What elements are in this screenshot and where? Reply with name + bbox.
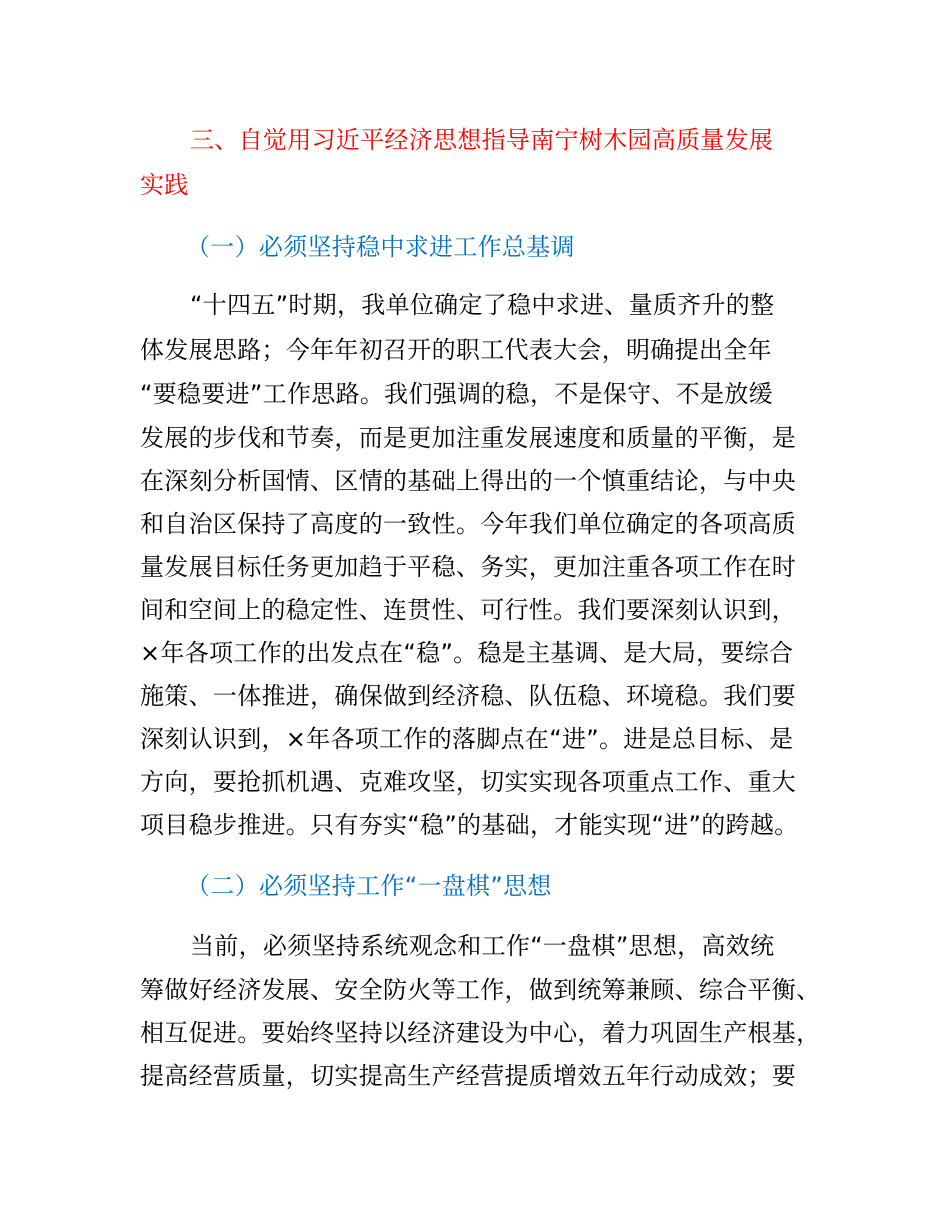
section-1-paragraph-line: 深刻认识到，×年各项工作的落脚点在“进”。进是总目标、是 xyxy=(140,725,794,753)
section-1-paragraph-line: 在深刻分析国情、区情的基础上得出的一个慎重结论，与中央 xyxy=(140,467,797,495)
section-1-paragraph-line: 发展的步伐和节奏，而是更加注重发展速度和质量的平衡，是 xyxy=(140,424,797,452)
section-2-heading: （二）必须坚持工作“一盘棋”思想 xyxy=(186,872,552,900)
section-1-paragraph-line: ×年各项工作的出发点在“稳”。稳是主基调、是大局，要综合 xyxy=(140,639,794,667)
section-1-paragraph-line: 量发展目标任务更加趋于平稳、务实，更加注重各项工作在时 xyxy=(140,553,797,581)
section-1-paragraph-line: “要稳要进”工作思路。我们强调的稳，不是保守、不是放缓 xyxy=(140,380,773,408)
section-2-paragraph-line: 相互促进。要始终坚持以经济建设为中心，着力巩固生产根基， xyxy=(140,1019,821,1047)
section-1-paragraph-line: 和自治区保持了高度的一致性。今年我们单位确定的各项高质 xyxy=(140,510,797,538)
section-1-paragraph-line: 方向，要抢抓机遇、克难攻坚，切实实现各项重点工作、重大 xyxy=(140,768,797,796)
section-1-paragraph-line: 项目稳步推进。只有夯实“稳”的基础，才能实现“进”的跨越。 xyxy=(140,811,799,839)
section-1-paragraph-line: 间和空间上的稳定性、连贯性、可行性。我们要深刻认识到， xyxy=(140,596,797,624)
main-heading-line-1: 三、自觉用习近平经济思想指导南宁树木园高质量发展 xyxy=(190,126,774,154)
section-1-paragraph-line: “十四五”时期，我单位确定了稳中求进、量质齐升的整 xyxy=(190,291,775,319)
main-heading-line-2: 实践 xyxy=(140,171,189,199)
section-1-paragraph-line: 施策、一体推进，确保做到经济稳、队伍稳、环境稳。我们要 xyxy=(140,682,797,710)
section-1-paragraph-line: 体发展思路；今年年初召开的职工代表大会，明确提出全年 xyxy=(140,336,772,364)
section-2-paragraph-line: 筹做好经济发展、安全防火等工作，做到统筹兼顾、综合平衡、 xyxy=(140,976,821,1004)
section-2-paragraph-line: 当前，必须坚持系统观念和工作“一盘棋”思想，高效统 xyxy=(190,932,775,960)
section-2-paragraph-line: 提高经营质量，切实提高生产经营提质增效五年行动成效；要 xyxy=(140,1062,797,1090)
section-1-heading: （一）必须坚持稳中求进工作总基调 xyxy=(186,233,575,261)
